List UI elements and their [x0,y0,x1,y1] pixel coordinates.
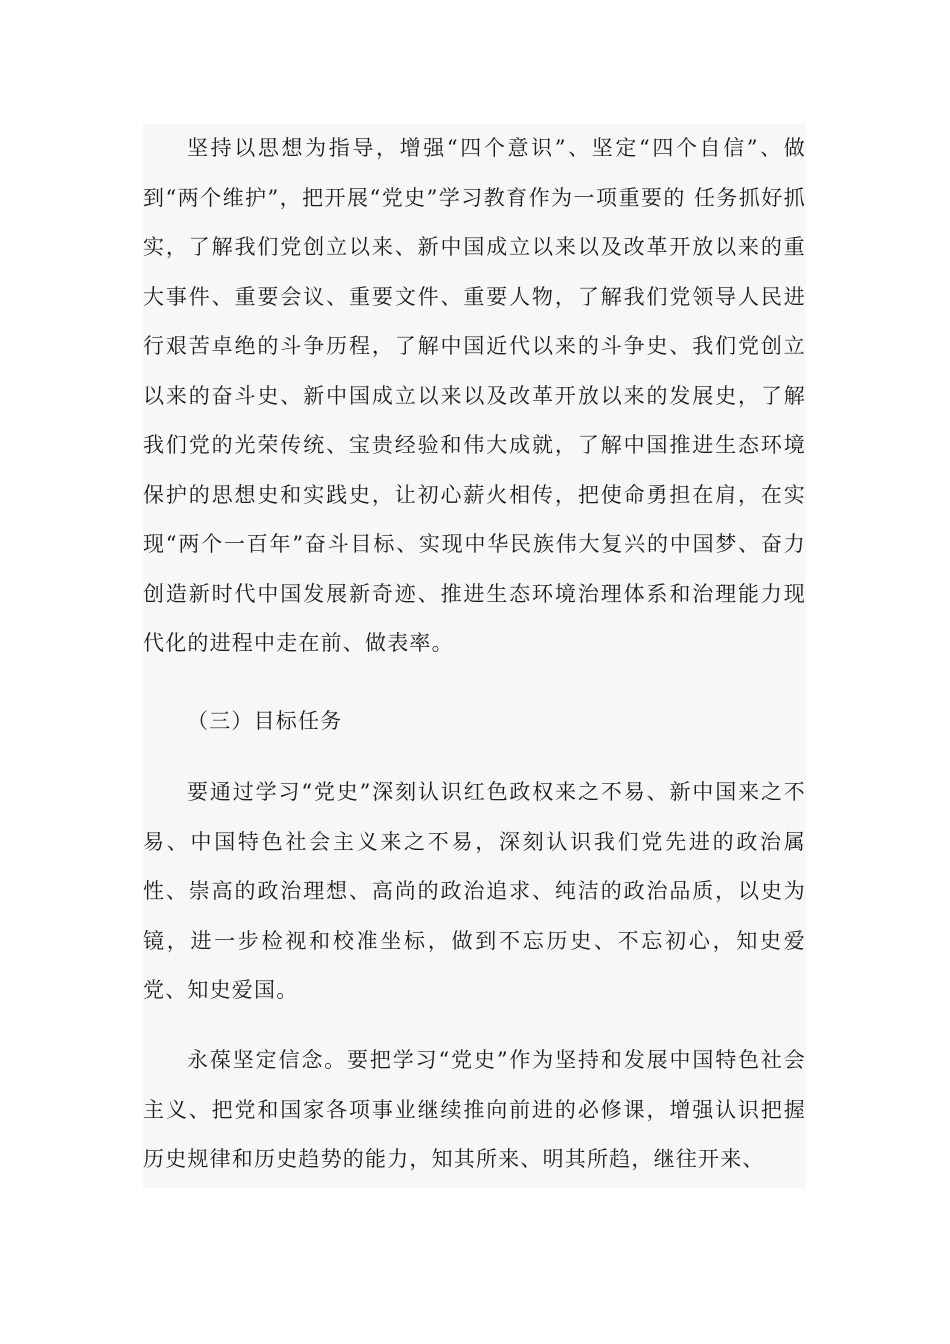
paragraph-firm-belief: 永葆坚定信念。要把学习“党史”作为坚持和发展中国特色社会主义、把党和国家各项事业继续推向前进的必修课，增强认识把握历史规律和历史趋势的能力，知其所来、明其所趋，继往开来、 [143,1048,806,1171]
paragraph-goals: 要通过学习“党史”深刻认识红色政权来之不易、新中国来之不易、中国特色社会主义来之不易，深刻认识我们党先进的政治属性、崇高的政治理想、高尚的政治追求、纯洁的政治品质，以史为镜，进一步检视和校准坐标，做到不忘历史、不忘初心，知史爱党、知史爱国。 [143,780,806,1002]
section-heading: （三）目标任务 [187,709,343,733]
paragraph-guiding-thought: 坚持以思想为指导，增强“四个意识”、坚定“四个自信”、做到“两个维护”，把开展“党史”学习教育作为一项重要的 任务抓好抓实，了解我们党创立以来、新中国成立以来以及改革开放以来的重大事件、重要会议、重要文件、重要人物，了解我们党领导人民进行艰苦卓绝的斗争历程，了解中国近代以来的斗争史、我们党创立以来的奋斗史、新中国成立以来以及改革开放以来的发展史，了解我们党的光荣传统、宝贵经验和伟大成就，了解中国推进生态环境保护的思想史和实践史，让初心薪火相传，把使命勇担在肩，在实现“两个一百年”奋斗目标、实现中华民族伟大复兴的中国梦、奋力创造新时代中国发展新奇迹、推进生态环境治理体系和治理能力现代化的进程中走在前、做表率。 [143,136,806,655]
